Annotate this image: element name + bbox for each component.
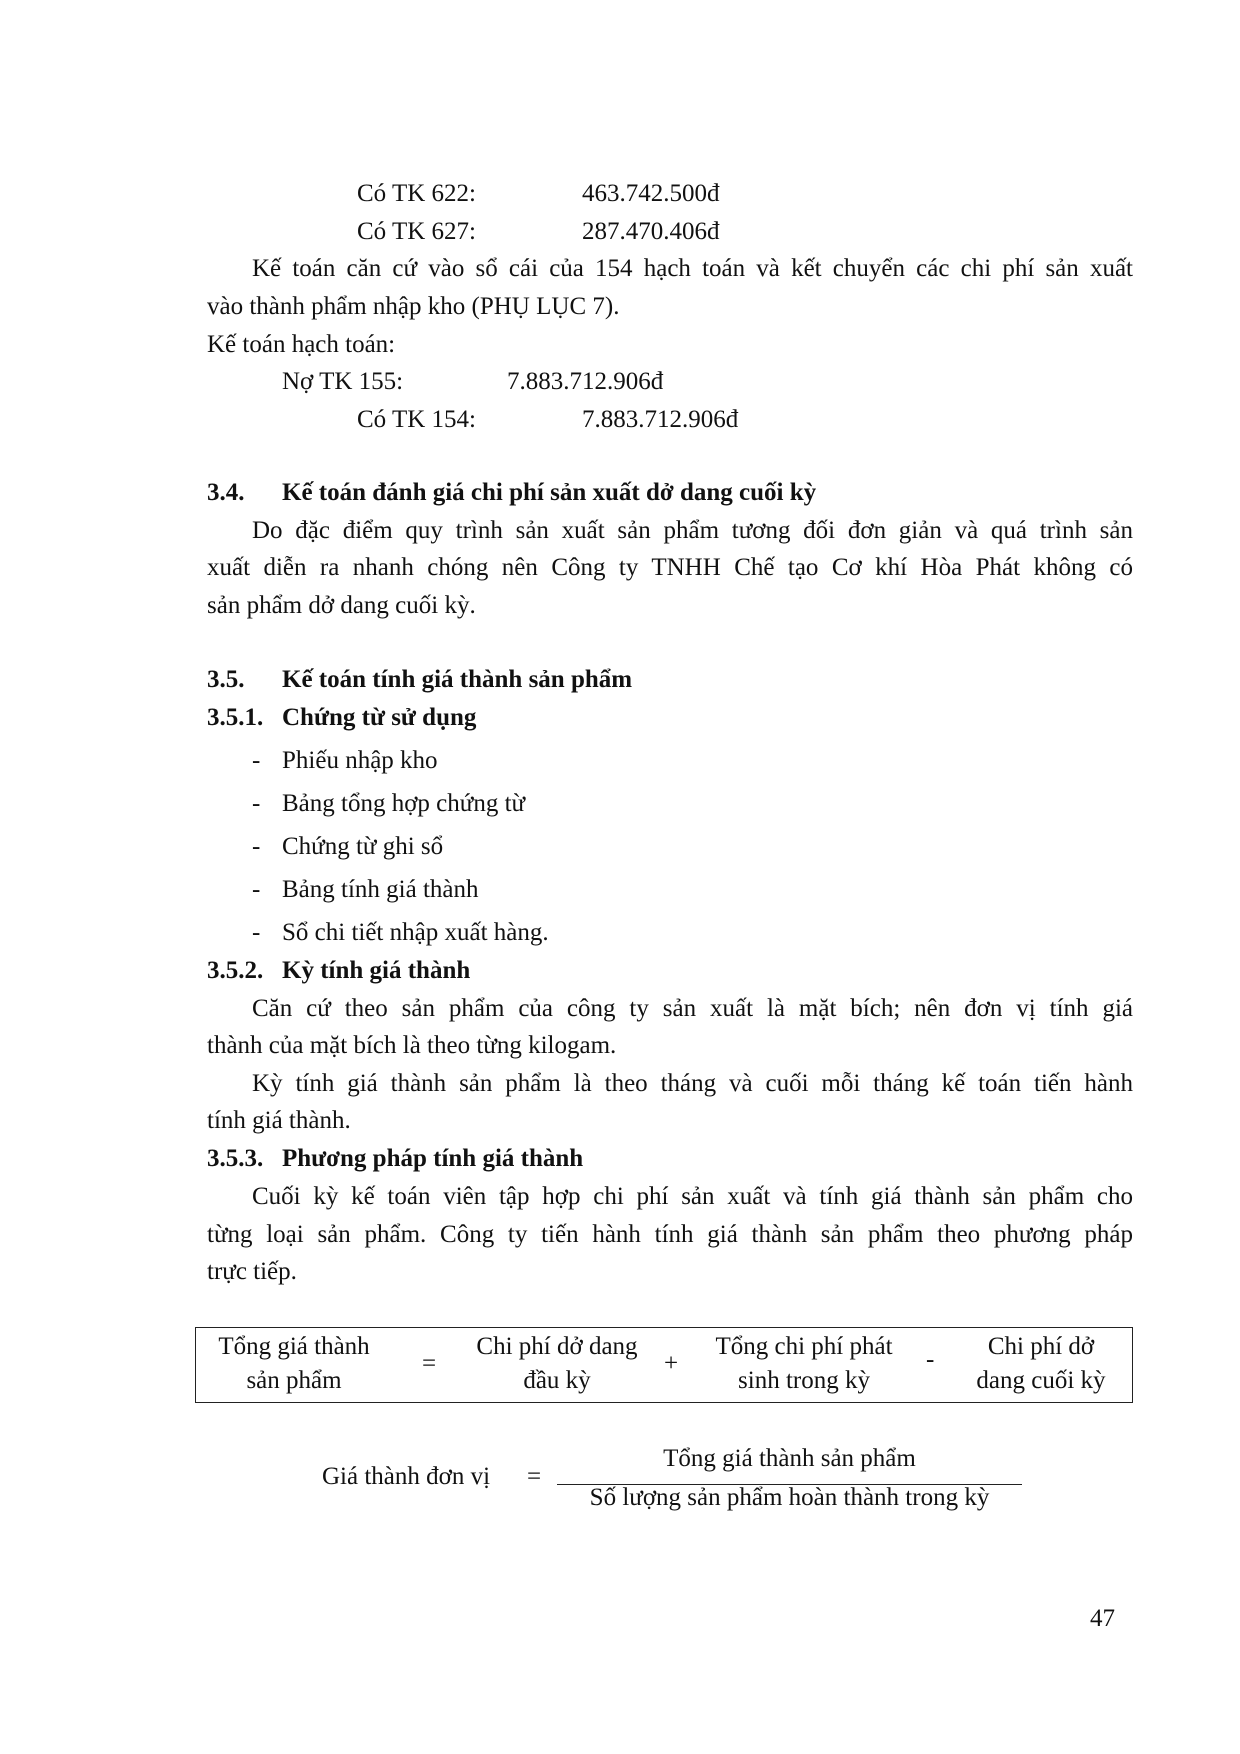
- paragraph-line: Căn cứ theo sản phẩm của công ty sản xuất là mặt bích; nên đơn vị tính giá: [252, 995, 1133, 1022]
- formula-term-total-cost: [196, 1330, 392, 1398]
- fraction-denominator: Số lượng sản phẩm hoàn thành trong kỳ: [589, 1484, 990, 1511]
- list-item: Bảng tính giá thành: [282, 876, 479, 903]
- formula-term-opening-wip: [451, 1330, 663, 1398]
- paragraph-line: từng loại sản phẩm. Công ty tiến hành tính giá thành sản phẩm theo phương pháp: [207, 1221, 1133, 1248]
- formula-term-line: Chi phí dở: [987, 1333, 1095, 1360]
- entry-account: Có TK 627:: [357, 218, 476, 245]
- list-item: Sổ chi tiết nhập xuất hàng.: [282, 919, 549, 946]
- section-heading: Kế toán đánh giá chi phí sản xuất dở dang cuối kỳ: [282, 479, 817, 506]
- paragraph-line: tính giá thành.: [207, 1107, 351, 1134]
- section-number: 3.4.: [207, 479, 245, 506]
- subsection-heading: Chứng từ sử dụng: [282, 704, 477, 731]
- section-heading: Kế toán tính giá thành sản phẩm: [282, 666, 633, 693]
- formula-term-line: Tổng giá thành: [218, 1333, 370, 1360]
- subsection-number: 3.5.3.: [207, 1145, 264, 1172]
- formula-term-line: sản phẩm: [246, 1367, 342, 1394]
- list-item: Bảng tổng hợp chứng từ: [282, 790, 526, 817]
- formula-term-line: dang cuối kỳ: [976, 1367, 1106, 1394]
- paragraph-line: vào thành phẩm nhập kho (PHỤ LỤC 7).: [207, 293, 620, 320]
- entry-amount: 463.742.500đ: [582, 180, 720, 207]
- paragraph-line: trực tiếp.: [207, 1258, 297, 1285]
- formula-term-line: Tổng chi phí phát: [715, 1333, 893, 1360]
- subsection-heading: Kỳ tính giá thành: [282, 957, 471, 984]
- list-bullet: -: [252, 876, 261, 903]
- entry-amount: 7.883.712.906đ: [582, 406, 739, 433]
- formula-operator-equals: =: [422, 1350, 437, 1377]
- subsection-number: 3.5.1.: [207, 704, 264, 731]
- formula-term-closing-wip: [951, 1330, 1131, 1398]
- entry-amount: 7.883.712.906đ: [507, 368, 664, 395]
- entry-account: Nợ TK 155:: [282, 368, 404, 395]
- cost-formula-box: [195, 1327, 1133, 1403]
- paragraph-line: thành của mặt bích là theo từng kilogam.: [207, 1032, 617, 1059]
- list-bullet: -: [252, 919, 261, 946]
- entry-amount: 287.470.406đ: [582, 218, 720, 245]
- paragraph-line: sản phẩm dở dang cuối kỳ.: [207, 592, 476, 619]
- paragraph-line: Do đặc điểm quy trình sản xuất sản phẩm tương đối đơn giản và quá trình sản: [252, 517, 1133, 544]
- list-item: Chứng từ ghi sổ: [282, 833, 444, 860]
- formula-operator-plus: +: [664, 1350, 679, 1377]
- section-number: 3.5.: [207, 666, 245, 693]
- subsection-heading: Phương pháp tính giá thành: [282, 1145, 584, 1172]
- paragraph-line: xuất diễn ra nhanh chóng nên Công ty TNHH Chế tạo Cơ khí Hòa Phát không có: [207, 554, 1133, 581]
- entry-account: Có TK 154:: [357, 406, 476, 433]
- entry-account: Có TK 622:: [357, 180, 476, 207]
- formula-term-line: sinh trong kỳ: [738, 1367, 870, 1394]
- paragraph-line: Kế toán căn cứ vào sổ cái của 154 hạch toán và kết chuyển các chi phí sản xuất: [252, 255, 1133, 282]
- list-bullet: -: [252, 790, 261, 817]
- page-number: 47: [1090, 1605, 1115, 1632]
- formula-term-period-cost: [698, 1330, 910, 1398]
- fraction-numerator: Tổng giá thành sản phẩm: [663, 1445, 916, 1472]
- formula-term-line: đầu kỳ: [523, 1367, 591, 1394]
- unit-cost-label: Giá thành đơn vị: [322, 1463, 491, 1490]
- paragraph-line: Kỳ tính giá thành sản phẩm là theo tháng và cuối mỗi tháng kế toán tiến hành: [252, 1070, 1133, 1097]
- list-bullet: -: [252, 747, 261, 774]
- list-bullet: -: [252, 833, 261, 860]
- formula-term-line: Chi phí dở dang: [476, 1333, 638, 1360]
- list-item: Phiếu nhập kho: [282, 747, 438, 774]
- paragraph-line: Cuối kỳ kế toán viên tập hợp chi phí sản xuất và tính giá thành sản phẩm cho: [252, 1183, 1133, 1210]
- subsection-number: 3.5.2.: [207, 957, 264, 984]
- unit-cost-equals: =: [527, 1463, 542, 1490]
- hach-toan-label: Kế toán hạch toán:: [207, 331, 396, 358]
- formula-operator-minus: -: [926, 1346, 935, 1373]
